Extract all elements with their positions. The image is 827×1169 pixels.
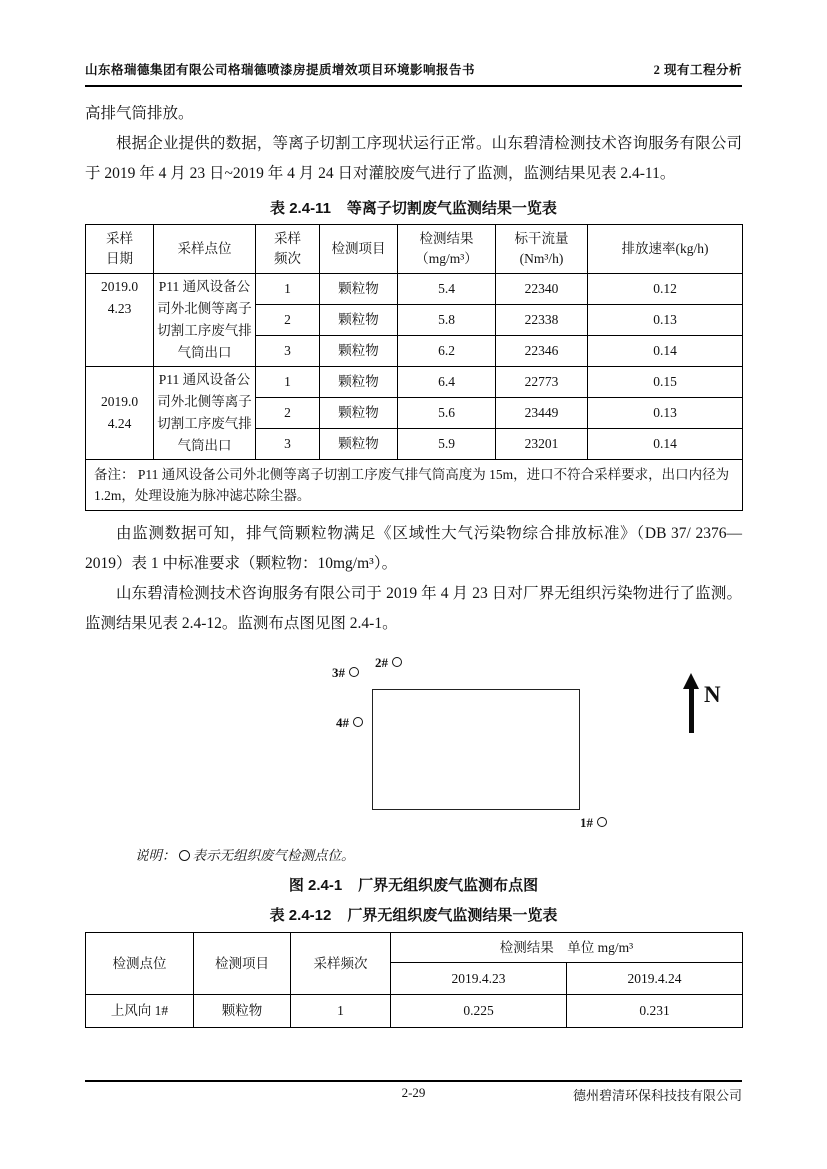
monitoring-point-circle-icon	[349, 667, 359, 677]
result-cell: 5.4	[398, 274, 496, 305]
col-header-result-group: 检测结果 单位 mg/m³	[391, 933, 743, 963]
legend-circle-icon	[179, 850, 190, 861]
table2-caption-label: 表 2.4-12	[269, 907, 332, 924]
table2-data-row	[86, 995, 743, 1028]
north-arrow-head-icon	[683, 673, 699, 689]
header-report-title: 山东格瑞德集团有限公司格瑞德喷漆房提质增效项目环境影响报告书	[85, 63, 476, 77]
north-label: N	[704, 682, 721, 707]
table-note: 备注： P11 通风设备公司外北侧等离子切割工序废气排气筒高度为 15m，进口不符合采样要求，出口内径为 1.2m，处理设施为脉冲滤芯除尘器。	[86, 460, 743, 511]
value-cell-date2: 0.231	[567, 995, 743, 1028]
monitoring-point-label: 2#	[375, 655, 388, 670]
north-arrow	[683, 673, 721, 733]
col-header-emission-rate: 排放速率(kg/h)	[588, 225, 743, 274]
legend-suffix: 表示无组织废气检测点位。	[192, 848, 355, 863]
flow-cell: 22338	[496, 305, 588, 336]
sample-point-cell: P11 通风设备公司外北侧等离子切割工序废气排气筒出口	[154, 367, 256, 460]
figure-legend	[135, 846, 742, 866]
fugitive-emission-table	[85, 932, 743, 1028]
freq-cell: 2	[256, 305, 320, 336]
page-header	[85, 0, 742, 87]
col-header-test-result: 检测结果 （mg/m³）	[398, 225, 496, 274]
flow-cell: 23201	[496, 429, 588, 460]
figure-caption-title: 厂界无组织废气监测布点图	[358, 877, 539, 894]
figure-caption-label: 图 2.4-1	[288, 877, 343, 894]
table1-caption	[85, 198, 742, 219]
item-cell: 颗粒物	[194, 995, 291, 1028]
col-header-test-item: 检测项目	[194, 933, 291, 995]
freq-cell: 3	[256, 336, 320, 367]
table1-header-row	[86, 225, 743, 274]
freq-cell: 1	[256, 367, 320, 398]
sample-point-cell: P11 通风设备公司外北侧等离子切割工序废气排气筒出口	[154, 274, 256, 367]
monitoring-point-3	[332, 665, 359, 681]
figure-caption	[85, 875, 742, 896]
point-cell: 上风向 1#	[86, 995, 194, 1028]
freq-cell: 2	[256, 398, 320, 429]
item-cell: 颗粒物	[320, 336, 398, 367]
sample-date-cell: 2019.0 4.24	[86, 367, 154, 460]
rate-cell: 0.13	[588, 398, 743, 429]
freq-cell: 1	[291, 995, 391, 1028]
result-cell: 5.8	[398, 305, 496, 336]
legend-prefix: 说明：	[135, 848, 176, 863]
page-content	[85, 0, 742, 1028]
result-cell: 5.9	[398, 429, 496, 460]
col-header-date-1: 2019.4.23	[391, 963, 567, 995]
result-cell: 5.6	[398, 398, 496, 429]
item-cell: 颗粒物	[320, 274, 398, 305]
table1-note-row	[86, 460, 743, 511]
monitoring-point-1	[580, 815, 607, 831]
paragraph-monitoring-intro: 根据企业提供的数据，等离子切割工序现状运行正常。山东碧清检测技术咨询服务有限公司于 2019 年 4 月 23 日~2019 年 4 月 24 日对灌胶废气进行了监测，监测结果见表 2.4-11。	[85, 135, 742, 182]
monitoring-point-circle-icon	[353, 717, 363, 727]
paragraph-fugitive-intro: 山东碧清检测技术咨询服务有限公司于 2019 年 4 月 23 日对厂界无组织污染物进行了监测。监测结果见表 2.4-12。监测布点图见图 2.4-1。	[85, 585, 742, 632]
item-cell: 颗粒物	[320, 367, 398, 398]
table1-caption-title: 等离子切割废气监测结果一览表	[346, 200, 557, 217]
page-footer	[85, 1080, 742, 1101]
rate-cell: 0.13	[588, 305, 743, 336]
flow-cell: 22346	[496, 336, 588, 367]
north-arrow-graphic	[683, 673, 699, 733]
monitoring-point-circle-icon	[597, 817, 607, 827]
monitoring-point-label: 4#	[336, 715, 349, 730]
table2-caption	[85, 905, 742, 926]
factory-boundary-rect	[372, 689, 580, 810]
rate-cell: 0.12	[588, 274, 743, 305]
result-cell: 6.4	[398, 367, 496, 398]
paragraph-stack-emission: 高排气筒排放。	[85, 105, 194, 122]
rate-cell: 0.14	[588, 336, 743, 367]
item-cell: 颗粒物	[320, 398, 398, 429]
table1-caption-label: 表 2.4-11	[270, 200, 331, 217]
item-cell: 颗粒物	[320, 305, 398, 336]
col-header-date-2: 2019.4.24	[567, 963, 743, 995]
col-header-test-point: 检测点位	[86, 933, 194, 995]
flow-cell: 23449	[496, 398, 588, 429]
sample-date-cell: 2019.0 4.23	[86, 274, 154, 367]
footer-company: 德州碧清环保科技技有限公司	[572, 1088, 742, 1103]
monitoring-point-2	[375, 655, 402, 671]
result-cell: 6.2	[398, 336, 496, 367]
paragraph-standard-conclusion: 由监测数据可知，排气筒颗粒物满足《区域性大气污染物综合排放标准》（DB 37/ 2376—2019）表 1 中标准要求（颗粒物：10mg/m³）。	[85, 525, 742, 572]
flow-cell: 22773	[496, 367, 588, 398]
col-header-sample-freq: 采样频次	[291, 933, 391, 995]
item-cell: 颗粒物	[320, 429, 398, 460]
north-arrow-shaft	[689, 689, 694, 733]
flow-cell: 22340	[496, 274, 588, 305]
monitoring-point-4	[336, 715, 363, 731]
plasma-cutting-monitoring-table	[85, 224, 743, 511]
page-number: 2-29	[401, 1085, 426, 1100]
freq-cell: 1	[256, 274, 320, 305]
monitoring-layout-figure	[85, 647, 742, 842]
table1-row-b1	[86, 367, 743, 398]
col-header-test-item: 检测项目	[320, 225, 398, 274]
table2-caption-title: 厂界无组织废气监测结果一览表	[347, 907, 558, 924]
col-header-dry-flow: 标干流量 (Nm³/h)	[496, 225, 588, 274]
table2-header-row-1	[86, 933, 743, 963]
monitoring-point-label: 3#	[332, 665, 345, 680]
col-header-sample-freq: 采样 频次	[256, 225, 320, 274]
header-chapter-title: 2 现有工程分析	[653, 63, 742, 77]
rate-cell: 0.15	[588, 367, 743, 398]
monitoring-point-circle-icon	[392, 657, 402, 667]
value-cell-date1: 0.225	[391, 995, 567, 1028]
rate-cell: 0.14	[588, 429, 743, 460]
freq-cell: 3	[256, 429, 320, 460]
monitoring-point-label: 1#	[580, 815, 593, 830]
col-header-sample-date: 采样 日期	[86, 225, 154, 274]
table1-row-a1	[86, 274, 743, 305]
col-header-sample-point: 采样点位	[154, 225, 256, 274]
